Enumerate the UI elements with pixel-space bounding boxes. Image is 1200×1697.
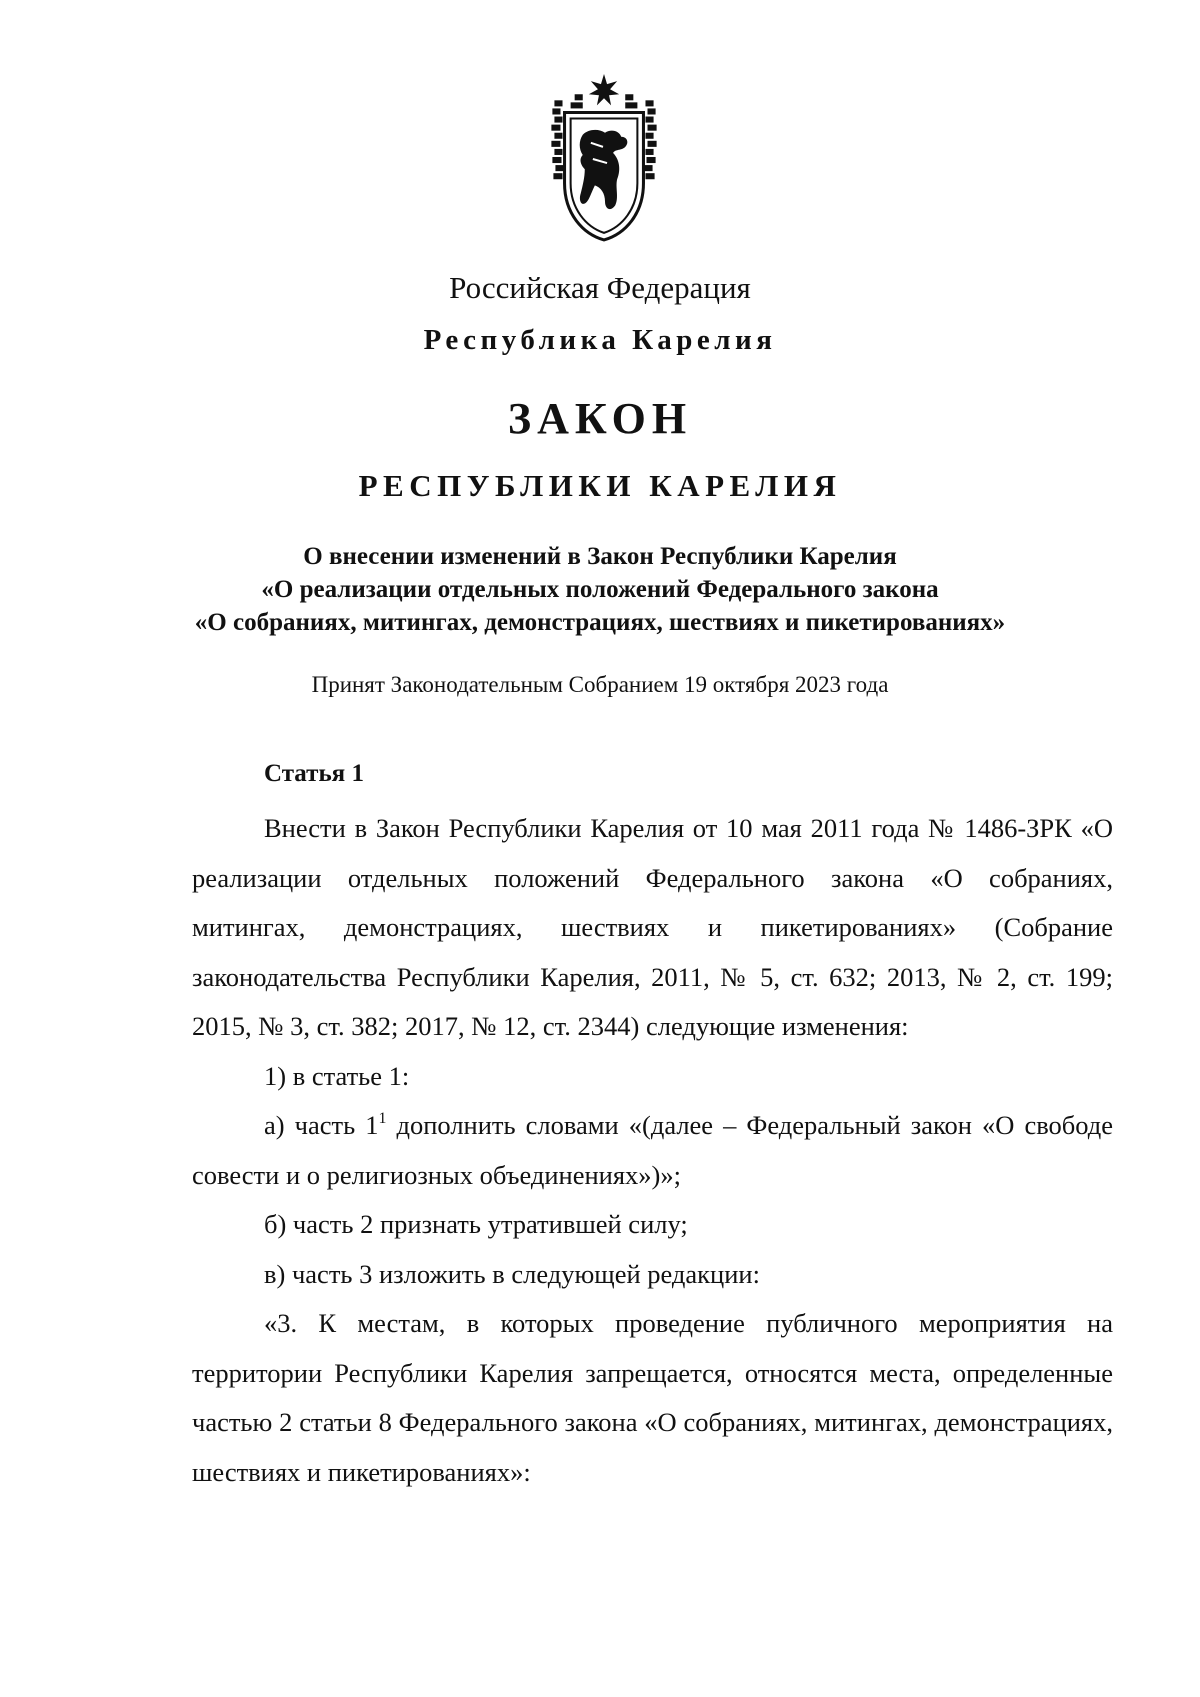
paragraph — [192, 1101, 1113, 1200]
paragraph: «3. К местам, в которых проведение публичного мероприятия на территории Республики Карелия запрещается, относятся места, определенные частью 2 статьи 8 Федерального закона «О собраниях, митингах, демонстрациях, шествиях и пикетированиях»: — [192, 1308, 1113, 1487]
law-title-line: «О собраниях, митингах, демонстрациях, шествиях и пикетированиях» — [194, 609, 1006, 636]
paragraph: 1) в статье 1: — [264, 1060, 410, 1091]
paragraph-text: а) часть 1 — [264, 1110, 379, 1140]
law-subheading: РЕСПУБЛИКИ КАРЕЛИЯ — [358, 468, 842, 503]
paragraph: в) часть 3 изложить в следующей редакции: — [264, 1258, 760, 1289]
paragraph: Внести в Закон Республики Карелия от 10 мая 2011 года № 1486-ЗРК «О реализации отдельных положений Федерального закона «О собраниях, митингах, демонстрациях, шествиях и пикетированиях» (Собрание законодательства Республики Карелия, 2011, № 5, ст. 632; 2013, № 2, ст. 199; 2015, № 3, ст. 382; 2017, № 12, ст. 2344) следующие изменения: — [192, 813, 1113, 1041]
law-title — [0, 540, 1200, 639]
paragraph: б) часть 2 признать утратившей силу; — [264, 1209, 688, 1239]
paragraph-text: дополнить словами «(далее – Федеральный закон «О свободе совести и о религиозных объединениях»)»; — [192, 1110, 1113, 1190]
republic-name: Республика Карелия — [423, 324, 777, 356]
law-title-line: «О реализации отдельных положений Федерального закона — [261, 576, 939, 603]
superscript: 1 — [378, 1110, 387, 1127]
article-heading: Статья 1 — [264, 760, 364, 787]
federation-name: Российская Федерация — [449, 270, 751, 305]
law-heading: ЗАКОН — [507, 394, 693, 443]
law-title-line: О внесении изменений в Закон Республики Карелия — [303, 543, 897, 570]
karelia-coat-of-arms-icon — [548, 72, 660, 244]
adoption-note: Принят Законодательным Собранием 19 октября 2023 года — [311, 672, 889, 697]
article-body — [192, 804, 1113, 1497]
